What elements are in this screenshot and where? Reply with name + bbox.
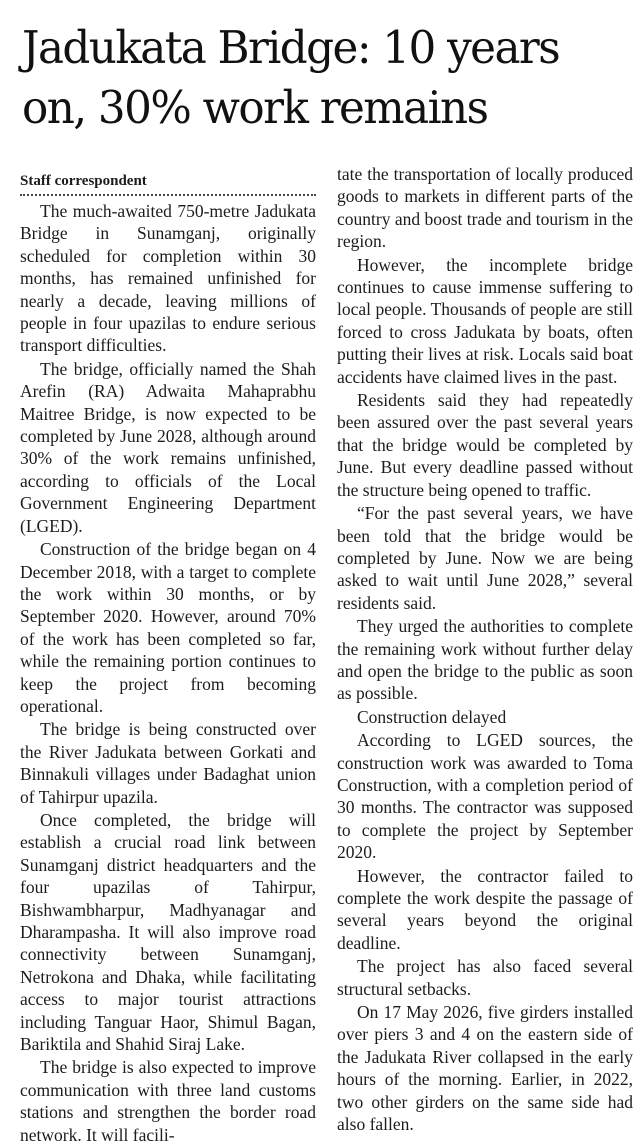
paragraph: According to LGED sources, the construction work was awarded to Toma Construction, with a completion period of 30 months. The contractor was supposed to complete the project by September 2020. — [337, 730, 633, 863]
paragraph: The bridge, officially named the Shah Arefin (RA) Adwaita Mahaprabhu Maitree Bridge, is now expected to be completed by June 2028, although around 30% of the work remains unfinished, according to officials of the Local Government Engineering Department (LGED). — [20, 358, 316, 536]
paragraph: They urged the authorities to complete the remaining work without further delay and open the bridge to the public as soon as possible. — [337, 616, 633, 704]
paragraph: Once completed, the bridge will establish a crucial road link between Sunamganj district headquarters and the four upazilas of Tahirpur, Bishwambharpur, Madhyanagar and Dharampasha. It will also improve road connectivity between Sunamganj, Netrokona and Dhaka, while facilitating access to major tourist attractions including Tanguar Haor, Shimul Bagan, Bariktila and Shahid Siraj Lake. — [20, 809, 316, 1055]
paragraph: The bridge is also expected to improve communication with three land customs stations and strengthen the border road network. It will facili- — [20, 1057, 316, 1145]
left-column — [20, 171, 316, 1146]
subheading: Construction delayed — [357, 706, 507, 727]
paragraph-continuation: tate the transportation of locally produced goods to markets in different parts of the country and boost trade and tourism in the region. — [337, 164, 633, 252]
paragraph: “For the past several years, we have been told that the bridge would be completed by June. Now we are being asked to wait until June 2028,” several residents said. — [337, 503, 633, 613]
paragraph: On 17 May 2026, five girders installed over piers 3 and 4 on the eastern side of the Jadukata River collapsed in the early hours of the morning. Earlier, in 2022, two other girders on the same side had also fallen. — [337, 1002, 633, 1135]
paragraph: However, the contractor failed to complete the work despite the passage of several years beyond the original deadline. — [337, 865, 633, 953]
right-column — [337, 163, 633, 1135]
paragraph: However, the incomplete bridge continues to cause immense suffering to local people. Thousands of people are still forced to cross Jadukata by boats, often putting their lives at risk. Locals said boat accidents have claimed lives in the past. — [337, 254, 633, 387]
paragraph: Construction of the bridge began on 4 December 2018, with a target to complete the work within 30 months, or by September 2020. However, around 70% of the work has been completed so far, while the remaining portion continues to keep the project from becoming operational. — [20, 539, 316, 716]
byline: Staff correspondent — [20, 171, 316, 196]
paragraph: The project has also faced several structural setbacks. — [337, 956, 633, 999]
paragraph: The much-awaited 750-metre Jadukata Bridge in Sunamganj, originally scheduled for completion within 30 months, has remained unfinished for nearly a decade, leaving millions of people in four upazilas to endure serious transport difficulties. — [20, 201, 316, 356]
headline: Jadukata Bridge: 10 years on, 30% work remains — [22, 21, 560, 134]
paragraph: The bridge is being constructed over the River Jadukata between Gorkati and Binnakuli villages under Badaghat union of Tahirpur upazila. — [20, 719, 316, 807]
paragraph: Residents said they had repeatedly been assured over the past several years that the bridge would be completed by June. But every deadline passed without the structure being opened to traffic. — [337, 390, 633, 500]
